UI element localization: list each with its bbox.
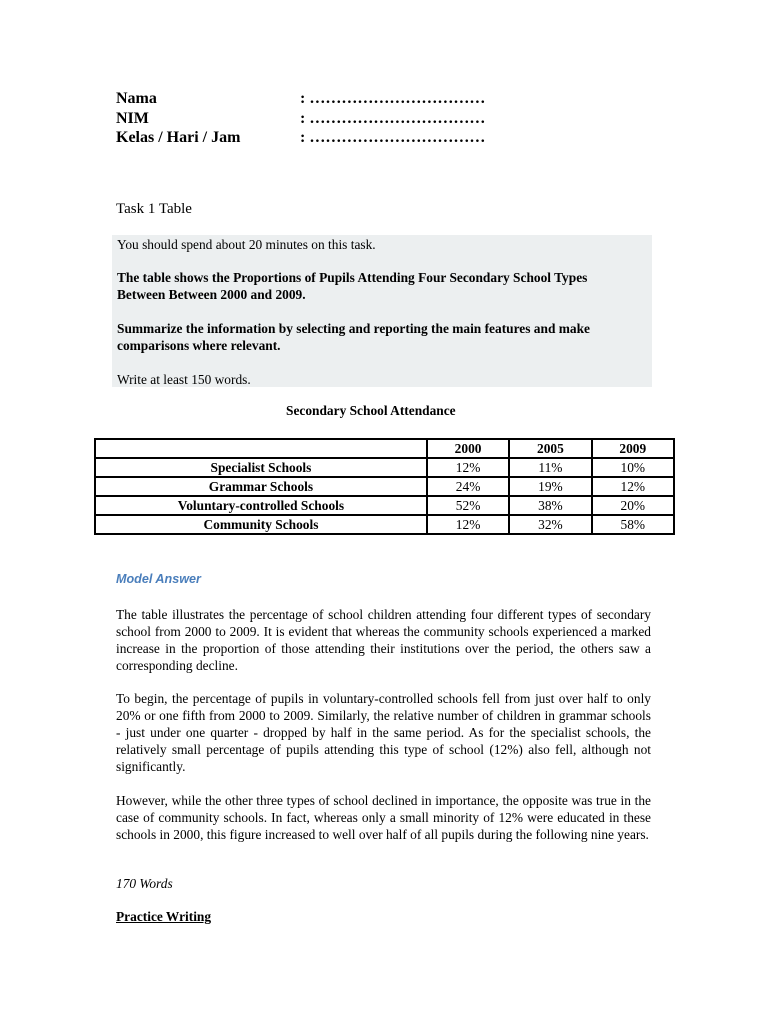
table-cell: 32% (509, 515, 591, 534)
row-label: Voluntary-controlled Schools (95, 496, 427, 515)
task-description: The table shows the Proportions of Pupils Attending Four Secondary School Types Between Between 2000 and 2009. (117, 270, 588, 302)
attendance-table (94, 438, 675, 535)
word-count: 170 Words (116, 876, 173, 891)
name-label: Nama (116, 90, 157, 107)
row-label: Grammar Schools (95, 477, 427, 496)
task-title: Task 1 Table (116, 201, 192, 217)
table-cell: 10% (592, 458, 674, 477)
model-paragraph-1: The table illustrates the percentage of school children attending four different types of secondary school from 2000 to 2009. It is evident that whereas the community schools experienced a marked increase in the proportion of those attending their institutions over the period, the others saw a corresponding decline. (116, 607, 651, 673)
table-cell: 12% (427, 458, 509, 477)
model-paragraph-2: To begin, the percentage of pupils in voluntary-controlled schools fell from just over half to only 20% or one fifth from 2000 to 2009. Similarly, the relative number of children in grammar schools - just under one quarter - dropped by half in the same period. As for the specialist schools, the relatively small percentage of pupils attending this type of school (12%) also fell, although not significantly. (116, 691, 651, 774)
table-header-row (95, 439, 674, 458)
table-cell: 11% (509, 458, 591, 477)
model-answer-heading: Model Answer (116, 572, 201, 586)
table-cell: 58% (592, 515, 674, 534)
table-cell: 38% (509, 496, 591, 515)
model-paragraph-3: However, while the other three types of school declined in importance, the opposite was true in the case of community schools. In fact, whereas only a small minority of 12% were educated in these schools in 2000, this figure increased to well over half of all pupils during the following nine years. (116, 793, 651, 842)
task-instruction: Summarize the information by selecting and reporting the main features and make comparisons where relevant. (117, 321, 590, 353)
column-header: 2005 (509, 439, 591, 458)
table-cell: 52% (427, 496, 509, 515)
table-cell: 20% (592, 496, 674, 515)
table-cell: 12% (592, 477, 674, 496)
task-prompt-box (112, 235, 652, 387)
table-row (95, 477, 674, 496)
class-day-time-field[interactable]: : …………………………… (300, 129, 486, 146)
nim-field[interactable]: : …………………………… (300, 110, 486, 127)
column-header: 2009 (592, 439, 674, 458)
word-requirement: Write at least 150 words. (117, 372, 251, 387)
table-cell: 19% (509, 477, 591, 496)
header-corner-cell (95, 439, 427, 458)
table-row (95, 496, 674, 515)
row-label: Specialist Schools (95, 458, 427, 477)
table-cell: 12% (427, 515, 509, 534)
row-label: Community Schools (95, 515, 427, 534)
table-row (95, 515, 674, 534)
name-field[interactable]: : …………………………… (300, 90, 486, 107)
time-note: You should spend about 20 minutes on this task. (117, 237, 376, 252)
practice-writing-heading: Practice Writing (116, 909, 212, 924)
nim-label: NIM (116, 110, 149, 127)
table-row (95, 458, 674, 477)
column-header: 2000 (427, 439, 509, 458)
table-title: Secondary School Attendance (286, 403, 456, 418)
table-cell: 24% (427, 477, 509, 496)
class-day-time-label: Kelas / Hari / Jam (116, 129, 241, 146)
